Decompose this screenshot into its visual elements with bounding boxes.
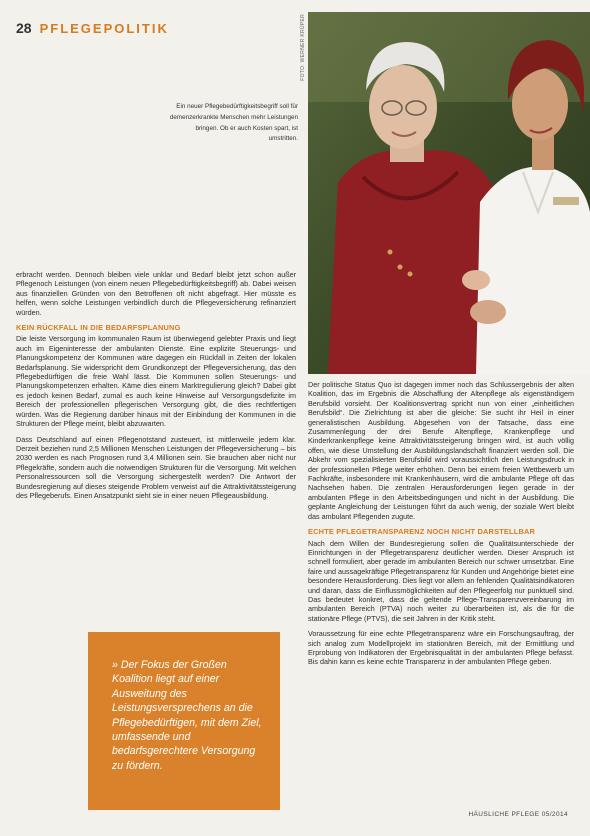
paragraph: erbracht werden. Dennoch bleiben viele unklar und Bedarf bleibt jetzt schon außer Pflegenoch Leistungen (von einem neuen Pflegebedürftigkeitsbegriff) ab. Dabei weisen aus finanziellen Gründen von den Betroffenen oft nicht abgefragt. Hier müsste es helfen, wenn solche Leistungen verbindlich durch die Pflegeversicherung refinanziert würden.	[16, 270, 296, 317]
page-header	[16, 20, 169, 36]
article-photo	[308, 12, 590, 374]
pull-quote-box	[88, 632, 280, 810]
page-footer: HÄUSLICHE PFLEGE 05/2014	[468, 811, 568, 818]
page-number: 28	[16, 20, 32, 36]
section-title: PFLEGEPOLITIK	[39, 21, 169, 36]
paragraph: Nach dem Willen der Bundesregierung sollen die Qualitätsunterschiede der Einrichtungen in der Pflegetransparenz deutlicher werden. Dieser Anspruch ist schnell formuliert, aber gerade im ambulanten Bereich nur schwer umsetzbar. Eine faire und aussagekräftige Pflegetransparenz für Kunden und Angehörige bietet eine besondere Herausforderung. Dies liegt vor allem an fehlenden Qualitätsindikatoren und daran, dass die Einflussmöglichkeiten auf den Pflegeerfolg nur punktuell sind. Das bedeutet konkret, dass die geltende Pflege-Transparenzvereinbarung im ambulanten Bereich (PTVA) noch weiter zu überarbeiten ist, als die für die stationäre Pflege (PTVS), die seit Jahren in der Kritik steht.	[308, 538, 574, 623]
pull-quote: » Der Fokus der Großen Koalition liegt auf einer Ausweitung des Leistungsversprechens an die Pflegebedürftigen, mit dem Ziel, umfassende und bedarfsgerechtere Versorgung zu fördern.	[112, 659, 262, 772]
photo-illustration	[308, 12, 590, 374]
subheading: KEIN RÜCKFALL IN DIE BEDARFSPLANUNG	[16, 323, 181, 333]
column-left	[16, 270, 296, 506]
column-right	[308, 380, 574, 673]
paragraph: Die leiste Versorgung im kommunalen Raum ist überwiegend gelebter Praxis und liegt auch im Eigeninteresse der ambulanten Dienste. Eine explizite Steuerungs- und Planungskompetenz der Kommunen wäre dagegen ein Rückfall in Zeiten der lokalen Bedarfsplanung. Sie widerspricht dem Grundkonzept der Pflegeversicherung, das den Pflegebedürftigen die freie Wahl lässt. Die Kommunen sollen Steuerungs- und Planungskompetenzen erhalten. Käme dies einem Marktregulierung gleich? Dabei gibt es jedoch keinen Bedarf, zumal es auch keine Hinweise auf Versorgungsdefizite im Bereich der professionellen pflegerischen Versorgung gibt, die dies rechtfertigen würden. Was die Regierung darüber hinaus mit der Einbindung der Kommunen in die Strukturen der Pflege meint, bleibt abzuwarten.	[16, 334, 296, 429]
photo-caption: Ein neuer Pflegebedürftigkeitsbegriff soll für demenzerkrankte Menschen mehr Leistungen bringen. Ob er auch Kosten spart, ist umstritten.	[169, 103, 298, 143]
paragraph: Dass Deutschland auf einen Pflegenotstand zusteuert, ist mittlerweile jedem klar. Derzeit beziehen rund 2,5 Millionen Menschen Leistungen der Pflegeversicherung – bis 2030 werden es nach Prognosen rund 3,4 Millionen sein. Sie brauchen aber nicht nur Pflegekräfte, sondern auch die notwendigen Strukturen für die Versorgung. Mit welchen Personalressourcen soll die Versorgung sichergestellt werden? Die Antwort der Bundesregierung auf dieses steigende Problem verweist auf die Attraktivitätssteigerung des Pflegeberufs. Einen Ansatzpunkt sieht sie in einer neuen Pflegeausbildung.	[16, 434, 296, 500]
subheading: ECHTE PFLEGETRANSPARENZ NOCH NICHT DARSTELLBAR	[308, 527, 536, 537]
paragraph: Der politische Status Quo ist dagegen immer noch das Schlussergebnis der alten Koalition, das im Ergebnis die Abschaffung der Altenpflege als eigenständigem Berufsbild vorsieht. Der Koalitionsvertrag spricht nun von einer „einheitlichen Berufsbild“. Die Zielrichtung ist aber die gleiche: Sie sucht ihr Heil in einer generalistischen Ausbildung. Abgesehen von der Tatsache, dass eine Zusammenlegung der drei Berufe Altenpflege, Krankenpflege und Kinderkrankenpflege keine Attraktivitätssteigerung bringen wird, ist auch völlig offen, wie diese Umstellung der Ausbildungslandschaft finanziert werden soll. Die Abkehr vom spezialisierten Berufsbild wird voraussichtlich den Leistungsdruck in der professionellen Pflege weiter erhöhen. Denn bei einem freien Wettbewerb um Fachkräfte, insbesondere mit Krankenhäusern, wird die ambulante Pflege oft das Nachsehen haben. Die zentralen Herausforderungen liegen gerade in der ambulanten Pflege in den Arbeitsbedingungen und nicht in der Ausbildung. Die geplante Angleichung der Leistungen führt da auch wenig, der soziale Wert bleibt das ambulant Pflegenden zugute.	[308, 380, 574, 521]
paragraph: Voraussetzung für eine echte Pflegetransparenz wäre ein Forschungsauftrag, der sich analog zum Modellprojekt im stationären Bereich, mit der Ermittlung und Erprobung von Indikatoren der Ergebnisqualität in der ambulanten Pflege befasst. Bis dahin kann es keine echte Transparenz in der ambulanten Pflege geben.	[308, 629, 574, 667]
photo-credit: FOTO: WERNER KRÜPER	[300, 14, 306, 81]
